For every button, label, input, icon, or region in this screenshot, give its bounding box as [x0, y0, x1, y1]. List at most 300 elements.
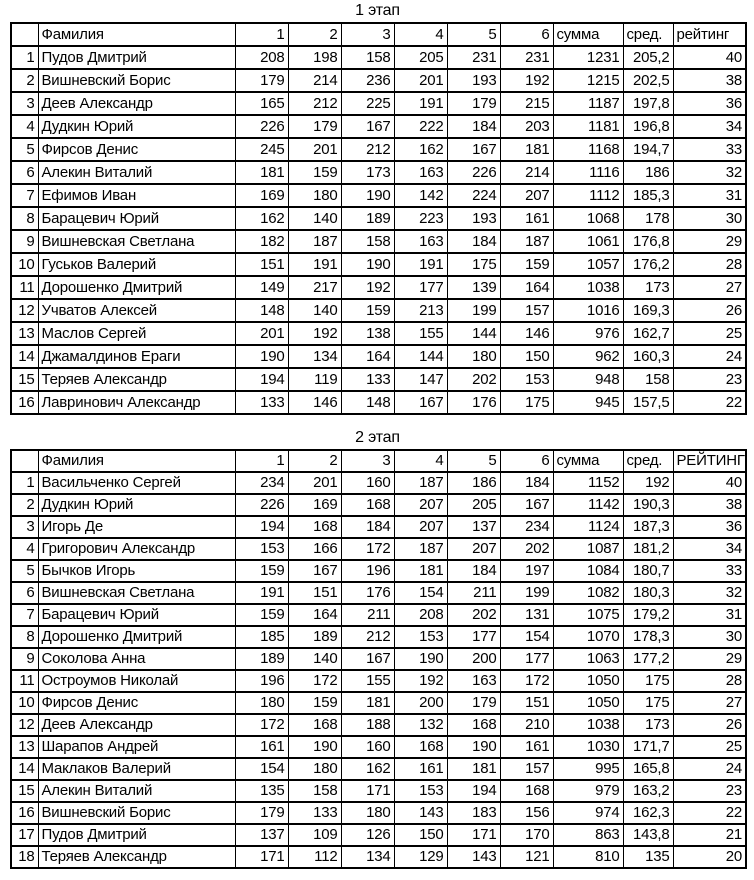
row-number-cell: 4 — [11, 538, 38, 560]
score-cell: 158 — [623, 368, 673, 391]
score-cell: 184 — [341, 516, 394, 538]
score-cell: 212 — [288, 92, 341, 115]
score-cell: 148 — [341, 391, 394, 414]
score-cell: 196 — [235, 670, 288, 692]
score-cell: 200 — [447, 648, 500, 670]
score-cell: 194 — [235, 516, 288, 538]
table-row — [11, 69, 746, 92]
stage-1-results-table — [10, 22, 747, 415]
score-cell: 1075 — [553, 604, 623, 626]
score-cell: 135 — [235, 780, 288, 802]
score-cell: 154 — [235, 758, 288, 780]
score-cell: 168 — [288, 516, 341, 538]
score-cell: 1038 — [553, 276, 623, 299]
score-cell: 29 — [673, 230, 746, 253]
score-cell: 201 — [288, 472, 341, 494]
score-cell: 222 — [394, 115, 447, 138]
score-cell: 1016 — [553, 299, 623, 322]
player-name-cell: Маслов Сергей — [38, 322, 235, 345]
score-cell: 179,2 — [623, 604, 673, 626]
score-cell: 173 — [623, 276, 673, 299]
table-row — [11, 138, 746, 161]
score-cell: 226 — [235, 494, 288, 516]
player-name-cell: Джамалдинов Ераги — [38, 345, 235, 368]
score-cell: 160 — [341, 736, 394, 758]
column-header: 3 — [341, 23, 394, 46]
score-cell: 1050 — [553, 692, 623, 714]
score-cell: 192 — [341, 276, 394, 299]
score-cell: 27 — [673, 692, 746, 714]
score-cell: 179 — [447, 692, 500, 714]
score-cell: 945 — [553, 391, 623, 414]
table-row — [11, 758, 746, 780]
header-row — [11, 450, 746, 472]
score-cell: 31 — [673, 184, 746, 207]
player-name-cell: Учватов Алексей — [38, 299, 235, 322]
score-cell: 26 — [673, 299, 746, 322]
score-cell: 180 — [341, 802, 394, 824]
score-cell: 179 — [447, 92, 500, 115]
row-number-cell: 12 — [11, 714, 38, 736]
table-row — [11, 714, 746, 736]
score-cell: 38 — [673, 494, 746, 516]
column-header: 4 — [394, 450, 447, 472]
score-cell: 1057 — [553, 253, 623, 276]
score-cell: 167 — [288, 560, 341, 582]
score-cell: 20 — [673, 846, 746, 868]
score-cell: 163 — [447, 670, 500, 692]
score-cell: 190,3 — [623, 494, 673, 516]
row-number-cell: 8 — [11, 626, 38, 648]
score-cell: 25 — [673, 322, 746, 345]
player-name-cell: Алекин Виталий — [38, 780, 235, 802]
player-name-cell: Васильченко Сергей — [38, 472, 235, 494]
row-number-cell: 5 — [11, 138, 38, 161]
score-cell: 126 — [341, 824, 394, 846]
table-row — [11, 230, 746, 253]
score-cell: 134 — [341, 846, 394, 868]
score-cell: 171,7 — [623, 736, 673, 758]
score-cell: 199 — [447, 299, 500, 322]
score-cell: 171 — [447, 824, 500, 846]
score-cell: 810 — [553, 846, 623, 868]
score-cell: 149 — [235, 276, 288, 299]
table-row — [11, 276, 746, 299]
table-row — [11, 207, 746, 230]
score-cell: 157 — [500, 299, 553, 322]
score-cell: 153 — [235, 538, 288, 560]
score-cell: 192 — [288, 322, 341, 345]
score-cell: 22 — [673, 802, 746, 824]
score-cell: 180 — [447, 345, 500, 368]
table-row — [11, 824, 746, 846]
score-cell: 197,8 — [623, 92, 673, 115]
score-cell: 154 — [500, 626, 553, 648]
score-cell: 155 — [394, 322, 447, 345]
score-cell: 146 — [288, 391, 341, 414]
score-cell: 192 — [500, 69, 553, 92]
row-number-cell: 2 — [11, 69, 38, 92]
score-cell: 150 — [500, 345, 553, 368]
row-number-cell: 13 — [11, 736, 38, 758]
score-cell: 184 — [447, 230, 500, 253]
score-cell: 171 — [235, 846, 288, 868]
score-cell: 33 — [673, 560, 746, 582]
player-name-cell: Деев Александр — [38, 714, 235, 736]
score-cell: 137 — [447, 516, 500, 538]
score-cell: 193 — [447, 207, 500, 230]
score-cell: 161 — [235, 736, 288, 758]
score-cell: 231 — [447, 46, 500, 69]
score-cell: 164 — [341, 345, 394, 368]
row-number-cell: 13 — [11, 322, 38, 345]
score-cell: 154 — [394, 582, 447, 604]
player-name-cell: Пудов Дмитрий — [38, 824, 235, 846]
score-cell: 183 — [447, 802, 500, 824]
score-cell: 187 — [394, 472, 447, 494]
score-cell: 212 — [341, 138, 394, 161]
score-cell: 151 — [500, 692, 553, 714]
score-cell: 159 — [500, 253, 553, 276]
score-cell: 223 — [394, 207, 447, 230]
row-number-cell: 15 — [11, 780, 38, 802]
score-cell: 168 — [447, 714, 500, 736]
score-cell: 147 — [394, 368, 447, 391]
score-cell: 225 — [341, 92, 394, 115]
score-cell: 143,8 — [623, 824, 673, 846]
score-cell: 1231 — [553, 46, 623, 69]
score-cell: 159 — [341, 299, 394, 322]
score-cell: 202,5 — [623, 69, 673, 92]
column-header: 5 — [447, 450, 500, 472]
score-cell: 176 — [341, 582, 394, 604]
score-cell: 192 — [394, 670, 447, 692]
score-cell: 198 — [288, 46, 341, 69]
score-cell: 1142 — [553, 494, 623, 516]
score-cell: 226 — [447, 161, 500, 184]
table-row — [11, 391, 746, 414]
row-number-cell: 7 — [11, 184, 38, 207]
column-header: 3 — [341, 450, 394, 472]
row-number-cell: 10 — [11, 692, 38, 714]
player-name-cell: Бычков Игорь — [38, 560, 235, 582]
score-cell: 159 — [235, 604, 288, 626]
score-cell: 1070 — [553, 626, 623, 648]
score-cell: 190 — [235, 345, 288, 368]
score-cell: 119 — [288, 368, 341, 391]
player-name-cell: Вишневский Борис — [38, 69, 235, 92]
score-cell: 163,2 — [623, 780, 673, 802]
stage-1-title: 1 этап — [355, 2, 400, 19]
score-cell: 1084 — [553, 560, 623, 582]
player-name-cell: Вишневская Светлана — [38, 582, 235, 604]
score-cell: 1063 — [553, 648, 623, 670]
score-cell: 208 — [235, 46, 288, 69]
table-row — [11, 846, 746, 868]
score-cell: 181 — [447, 758, 500, 780]
score-cell: 170 — [500, 824, 553, 846]
score-cell: 179 — [235, 802, 288, 824]
score-cell: 962 — [553, 345, 623, 368]
score-cell: 186 — [447, 472, 500, 494]
row-number-cell: 6 — [11, 582, 38, 604]
score-cell: 180 — [288, 184, 341, 207]
score-cell: 205 — [394, 46, 447, 69]
table-row — [11, 92, 746, 115]
header-row — [11, 23, 746, 46]
player-name-cell: Григорович Александр — [38, 538, 235, 560]
score-cell: 167 — [341, 648, 394, 670]
score-cell: 176,8 — [623, 230, 673, 253]
score-cell: 25 — [673, 736, 746, 758]
score-cell: 1061 — [553, 230, 623, 253]
score-cell: 1082 — [553, 582, 623, 604]
score-cell: 192 — [623, 472, 673, 494]
table-body — [11, 46, 746, 414]
player-name-cell: Ефимов Иван — [38, 184, 235, 207]
row-number-cell: 11 — [11, 276, 38, 299]
score-cell: 131 — [500, 604, 553, 626]
score-cell: 207 — [394, 516, 447, 538]
score-cell: 191 — [235, 582, 288, 604]
score-cell: 181 — [394, 560, 447, 582]
score-cell: 163 — [394, 230, 447, 253]
score-cell: 172 — [500, 670, 553, 692]
score-cell: 30 — [673, 626, 746, 648]
row-number-cell: 16 — [11, 391, 38, 414]
score-cell: 148 — [235, 299, 288, 322]
score-cell: 191 — [394, 92, 447, 115]
score-cell: 213 — [394, 299, 447, 322]
column-header: 1 — [235, 23, 288, 46]
score-cell: 995 — [553, 758, 623, 780]
score-cell: 184 — [500, 472, 553, 494]
score-cell: 164 — [500, 276, 553, 299]
score-cell: 196 — [341, 560, 394, 582]
row-number-cell: 4 — [11, 115, 38, 138]
player-name-cell: Фирсов Денис — [38, 692, 235, 714]
score-cell: 137 — [235, 824, 288, 846]
score-cell: 172 — [288, 670, 341, 692]
score-cell: 161 — [500, 736, 553, 758]
score-cell: 21 — [673, 824, 746, 846]
column-header: сред. — [623, 450, 673, 472]
player-name-cell: Деев Александр — [38, 92, 235, 115]
score-cell: 190 — [394, 648, 447, 670]
score-cell: 181 — [500, 138, 553, 161]
score-cell: 36 — [673, 516, 746, 538]
row-number-cell: 17 — [11, 824, 38, 846]
score-cell: 180 — [288, 758, 341, 780]
score-cell: 171 — [341, 780, 394, 802]
score-cell: 193 — [447, 69, 500, 92]
table-row — [11, 604, 746, 626]
score-cell: 133 — [341, 368, 394, 391]
score-cell: 224 — [447, 184, 500, 207]
player-name-cell: Дорошенко Дмитрий — [38, 276, 235, 299]
score-cell: 182 — [235, 230, 288, 253]
score-cell: 173 — [623, 714, 673, 736]
score-cell: 140 — [288, 648, 341, 670]
score-cell: 24 — [673, 345, 746, 368]
table-row — [11, 582, 746, 604]
score-cell: 158 — [288, 780, 341, 802]
score-cell: 34 — [673, 115, 746, 138]
score-cell: 165,8 — [623, 758, 673, 780]
score-cell: 151 — [235, 253, 288, 276]
score-cell: 1030 — [553, 736, 623, 758]
score-cell: 135 — [623, 846, 673, 868]
score-cell: 205 — [447, 494, 500, 516]
score-cell: 168 — [394, 736, 447, 758]
player-name-cell: Теряев Александр — [38, 368, 235, 391]
column-header: 4 — [394, 23, 447, 46]
score-cell: 979 — [553, 780, 623, 802]
player-name-cell: Шарапов Андрей — [38, 736, 235, 758]
player-name-cell: Пудов Дмитрий — [38, 46, 235, 69]
table-row — [11, 253, 746, 276]
player-name-cell: Остроумов Николай — [38, 670, 235, 692]
score-cell: 226 — [235, 115, 288, 138]
score-cell: 188 — [341, 714, 394, 736]
column-header: 2 — [288, 23, 341, 46]
score-cell: 181 — [341, 692, 394, 714]
score-cell: 181,2 — [623, 538, 673, 560]
score-cell: 185,3 — [623, 184, 673, 207]
score-cell: 948 — [553, 368, 623, 391]
column-header: РЕЙТИНГ — [673, 450, 746, 472]
row-number-cell: 6 — [11, 161, 38, 184]
score-cell: 187 — [288, 230, 341, 253]
score-cell: 175 — [623, 692, 673, 714]
score-cell: 234 — [235, 472, 288, 494]
row-number-cell: 14 — [11, 758, 38, 780]
row-number-cell: 16 — [11, 802, 38, 824]
score-cell: 208 — [394, 604, 447, 626]
row-number-cell: 2 — [11, 494, 38, 516]
score-cell: 32 — [673, 582, 746, 604]
row-number-header — [11, 23, 38, 46]
column-header: 2 — [288, 450, 341, 472]
score-cell: 36 — [673, 92, 746, 115]
stage-2-title: 2 этап — [355, 429, 400, 446]
score-cell: 194,7 — [623, 138, 673, 161]
table-row — [11, 494, 746, 516]
table-row — [11, 472, 746, 494]
table-row — [11, 345, 746, 368]
table-row — [11, 736, 746, 758]
table-row — [11, 368, 746, 391]
row-number-cell: 1 — [11, 46, 38, 69]
score-cell: 205,2 — [623, 46, 673, 69]
score-cell: 133 — [288, 802, 341, 824]
score-cell: 1124 — [553, 516, 623, 538]
score-cell: 231 — [500, 46, 553, 69]
row-number-cell: 9 — [11, 648, 38, 670]
player-name-cell: Лавринович Александр — [38, 391, 235, 414]
score-cell: 40 — [673, 46, 746, 69]
row-number-cell: 8 — [11, 207, 38, 230]
column-header: рейтинг — [673, 23, 746, 46]
player-name-cell: Дорошенко Дмитрий — [38, 626, 235, 648]
score-cell: 166 — [288, 538, 341, 560]
table-header — [11, 23, 746, 46]
score-cell: 31 — [673, 604, 746, 626]
score-cell: 162 — [394, 138, 447, 161]
row-number-cell: 15 — [11, 368, 38, 391]
score-cell: 200 — [394, 692, 447, 714]
score-cell: 211 — [447, 582, 500, 604]
score-cell: 144 — [394, 345, 447, 368]
player-name-cell: Вишневский Борис — [38, 802, 235, 824]
score-cell: 190 — [447, 736, 500, 758]
score-cell: 191 — [394, 253, 447, 276]
score-cell: 140 — [288, 299, 341, 322]
row-number-header — [11, 450, 38, 472]
score-cell: 189 — [235, 648, 288, 670]
score-cell: 236 — [341, 69, 394, 92]
score-cell: 187 — [500, 230, 553, 253]
column-header: 1 — [235, 450, 288, 472]
name-column-header: Фамилия — [38, 450, 235, 472]
score-cell: 186 — [623, 161, 673, 184]
player-name-cell: Маклаков Валерий — [38, 758, 235, 780]
score-cell: 1116 — [553, 161, 623, 184]
score-cell: 234 — [500, 516, 553, 538]
table-row — [11, 560, 746, 582]
score-cell: 109 — [288, 824, 341, 846]
table-row — [11, 692, 746, 714]
score-cell: 190 — [341, 253, 394, 276]
score-cell: 175 — [623, 670, 673, 692]
table-row — [11, 780, 746, 802]
score-cell: 168 — [288, 714, 341, 736]
score-cell: 159 — [235, 560, 288, 582]
score-cell: 159 — [288, 692, 341, 714]
score-cell: 159 — [288, 161, 341, 184]
score-cell: 153 — [500, 368, 553, 391]
score-cell: 23 — [673, 368, 746, 391]
score-cell: 177 — [447, 626, 500, 648]
score-cell: 202 — [500, 538, 553, 560]
score-cell: 214 — [500, 161, 553, 184]
score-cell: 161 — [394, 758, 447, 780]
row-number-cell: 14 — [11, 345, 38, 368]
score-cell: 139 — [447, 276, 500, 299]
row-number-cell: 12 — [11, 299, 38, 322]
score-cell: 168 — [500, 780, 553, 802]
score-cell: 184 — [447, 560, 500, 582]
score-cell: 196,8 — [623, 115, 673, 138]
score-cell: 129 — [394, 846, 447, 868]
column-header: сред. — [623, 23, 673, 46]
score-cell: 1168 — [553, 138, 623, 161]
player-name-cell: Фирсов Денис — [38, 138, 235, 161]
score-cell: 142 — [394, 184, 447, 207]
score-cell: 190 — [341, 184, 394, 207]
table-header — [11, 450, 746, 472]
score-cell: 146 — [500, 322, 553, 345]
score-cell: 158 — [341, 230, 394, 253]
score-cell: 151 — [288, 582, 341, 604]
score-cell: 30 — [673, 207, 746, 230]
score-cell: 143 — [447, 846, 500, 868]
score-cell: 26 — [673, 714, 746, 736]
score-cell: 167 — [394, 391, 447, 414]
score-cell: 176,2 — [623, 253, 673, 276]
score-cell: 207 — [500, 184, 553, 207]
row-number-cell: 18 — [11, 846, 38, 868]
